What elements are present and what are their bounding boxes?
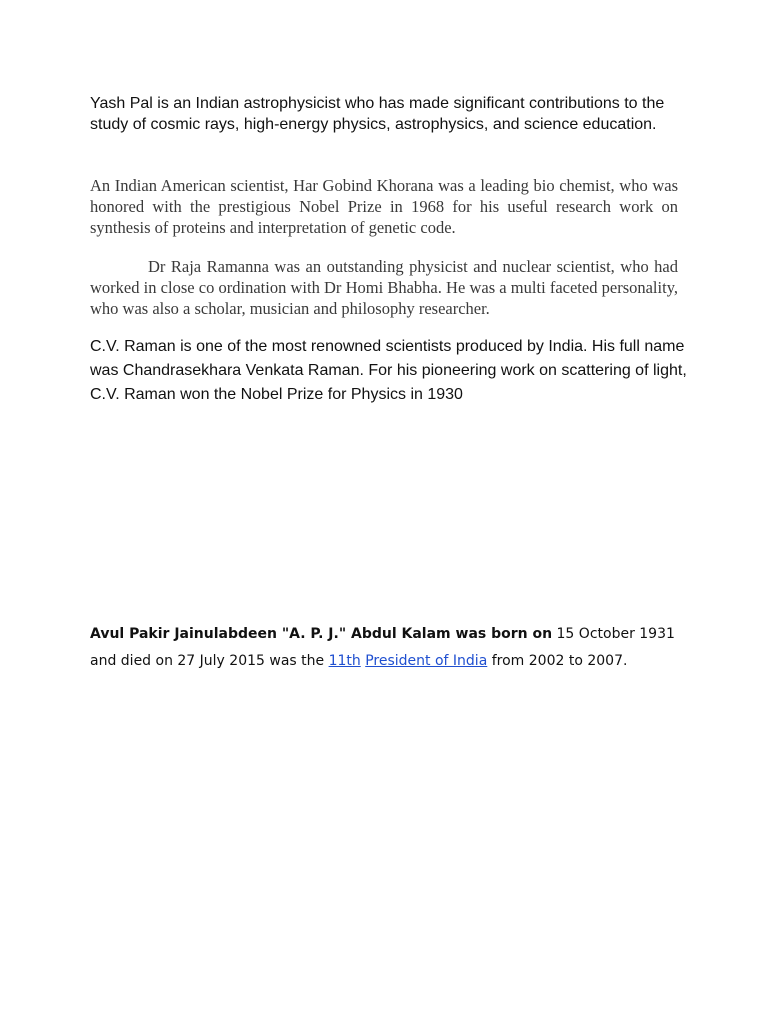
kalam-born-text: 15 October 1931 and died on 27 July 2015 was the xyxy=(90,626,675,669)
link-president-of-india[interactable]: President of India xyxy=(365,653,488,669)
paragraph-ramanna: Dr Raja Ramanna was an outstanding physicist and nuclear scientist, who had worked in close co ordination with Dr Homi Bhabha. He was a multi faceted personality, who was also a scholar, musician and philosophy researcher. xyxy=(90,257,678,318)
paragraph-yash-pal: Yash Pal is an Indian astrophysicist who has made significant contributions to the study of cosmic rays, high-energy physics, astrophysics, and science education. xyxy=(90,95,665,133)
paragraph-cv-raman: C.V. Raman is one of the most renowned scientists produced by India. His full name was Chandrasekhara Venkata Raman. For his pioneering work on scattering of light, C.V. Raman won the Nobel Prize for Physics in 1930 xyxy=(90,338,687,403)
paragraph-khorana: An Indian American scientist, Har Gobind Khorana was a leading bio chemist, who was honored with the prestigious Nobel Prize in 1968 for his useful research work on synthesis of proteins and interpretation of genetic code. xyxy=(90,176,678,237)
link-11th[interactable]: 11th xyxy=(328,653,361,669)
kalam-tail-text: from 2002 to 2007. xyxy=(487,653,628,669)
paragraph-kalam xyxy=(90,621,700,675)
kalam-bold-name: Avul Pakir Jainulabdeen "A. P. J." Abdul Kalam was born on xyxy=(90,626,553,642)
